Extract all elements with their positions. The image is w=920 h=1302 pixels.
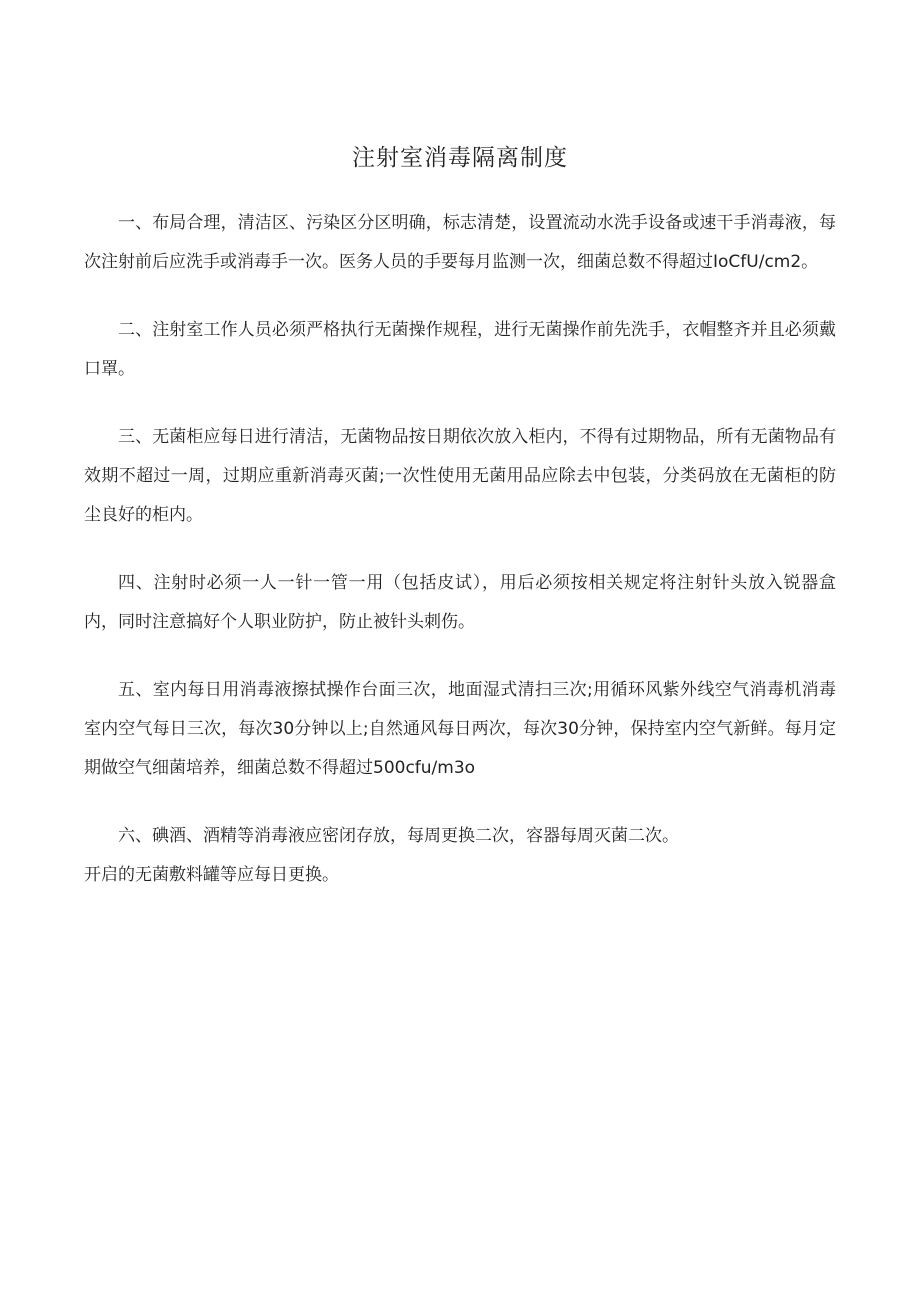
paragraph-sterile-cabinet: 三、无菌柜应每日进行清洁，无菌物品按日期依次放入柜内，不得有过期物品，所有无菌物品有效期不超过一周，过期应重新消毒灭菌;一次性使用无菌用品应除去中包装，分类码放在无菌柜的防尘良好的柜内。 <box>84 427 836 525</box>
paragraph-injection-safety: 四、注射时必须一人一针一管一用（包括皮试），用后必须按相关规定将注射针头放入锐器盒内，同时注意搞好个人职业防护，防止被针头刺伤。 <box>84 573 836 632</box>
paragraph-disinfectant-storage: 六、碘酒、酒精等消毒液应密闭存放，每周更换二次，容器每周灭菌二次。 <box>118 826 679 846</box>
paragraph-aseptic-operation: 二、注射室工作人员必须严格执行无菌操作规程，进行无菌操作前先洗手，衣帽整齐并且必须戴口罩。 <box>84 320 836 379</box>
paragraph-room-disinfection: 五、室内每日用消毒液擦拭操作台面三次，地面湿式清扫三次;用循环风紫外线空气消毒机消毒室内空气每日三次，每次30分钟以上;自然通风每日两次，每次30分钟，保持室内空气新鲜。每月定期做空气细菌培养，细菌总数不得超过500cfu∕m3o <box>84 680 836 778</box>
paragraph-dressing-jar: 开启的无菌敷料罐等应每日更换。 <box>84 865 339 885</box>
document-body <box>84 204 836 924</box>
document-title: 注射室消毒隔离制度 <box>352 145 568 171</box>
paragraph-layout: 一、布局合理，清洁区、污染区分区明确，标志清楚，设置流动水洗手设备或速干手消毒液，每次注射前后应洗手或消毒手一次。医务人员的手要每月监测一次，细菌总数不得超过IoCfU/cm2。 <box>84 213 836 272</box>
